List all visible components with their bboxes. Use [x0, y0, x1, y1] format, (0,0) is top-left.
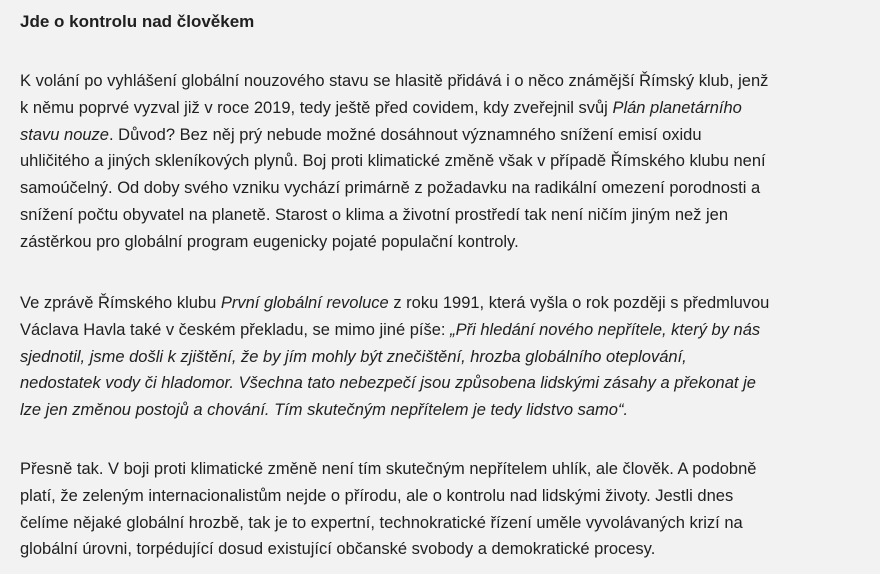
paragraph-3-line-3: čelíme nějaké globální hrozbě, tak je to expertní, technokratické řízení uměle vyvolávaných krizí na: [20, 513, 743, 532]
italic-title-plan-part-2: stavu nouze: [20, 125, 109, 144]
paragraph-1-line-6: snížení počtu obyvatel na planetě. Starost o klima a životní prostředí tak není ničím jiným než jen: [20, 205, 729, 224]
paragraph-1-text: . Důvod? Bez něj prý nebude možné dosáhnout významného snížení emisí oxidu: [108, 125, 702, 144]
paragraph-2-text: Václava Havla také v českém překladu, se mimo jiné píše:: [20, 320, 446, 339]
paragraph-2-text: Ve zprávě Římského klubu: [20, 294, 217, 312]
paragraph-2-line-3: [20, 344, 870, 371]
paragraph-1-line-3: [20, 122, 870, 149]
paragraph-2-line-2: [20, 317, 870, 344]
paragraph-3: [20, 456, 870, 563]
paragraph-1-line-5: samoúčelný. Od doby svého vzniku vychází primárně z požadavku na radikální omezení porodnosti a: [20, 179, 761, 198]
quote-text: nedostatek vody či hladomor. Všechna tato nebezpečí jsou způsobena lidskými zásahy a překonat je: [20, 374, 756, 393]
paragraph-1-line-1: K volání po vyhlášení globální nouzového stavu se hlasitě přidává i o něco známější Římský klub, jenž: [20, 72, 769, 90]
paragraph-2: [20, 290, 870, 424]
paragraph-3-line-2: platí, že zeleným internacionalistům nejde o přírodu, ale o kontrolu nad lidskými životy. Jestli dnes: [20, 486, 734, 505]
paragraph-1-line-7: zástěrkou pro globální program eugenicky pojaté populační kontroly.: [20, 232, 519, 251]
paragraph-2-line-5: [20, 397, 870, 424]
paragraph-2-line-4: [20, 370, 870, 397]
paragraph-1-text: k němu poprvé vyzval již v roce 2019, tedy ještě před covidem, kdy zveřejnil svůj: [20, 98, 608, 117]
article-heading: Jde o kontrolu nad člověkem: [20, 12, 255, 31]
paragraph-3-line-4: globální úrovni, torpédující dosud existující občanské svobody a demokratické procesy.: [20, 540, 656, 559]
italic-title-revolution: První globální revoluce: [220, 294, 389, 312]
quote-text: lze jen změnou postojů a chování. Tím skutečným nepřítelem je tedy lidstvo samo“.: [20, 401, 629, 420]
quote-text: sjednotil, jsme došli k zjištění, že by jím mohly být znečištění, hrozba globálního oteplování,: [20, 347, 687, 366]
quote-text: „Při hledání nového nepřítele, který by nás: [450, 320, 761, 339]
paragraph-3-line-1: Přesně tak. V boji proti klimatické změně není tím skutečným nepřítelem uhlík, ale člověk. A podobně: [20, 460, 757, 478]
italic-title-plan-part-1: Plán planetárního: [612, 98, 742, 117]
paragraph-1: [20, 68, 870, 256]
paragraph-2-text: z roku 1991, která vyšla o rok později s předmluvou: [393, 294, 770, 312]
paragraph-1-line-2: [20, 95, 870, 122]
paragraph-1-line-4: uhličitého a jiných skleníkových plynů. Boj proti klimatické změně však v případě Římského klubu není: [20, 152, 766, 171]
paragraph-2-line-1: [20, 290, 870, 317]
